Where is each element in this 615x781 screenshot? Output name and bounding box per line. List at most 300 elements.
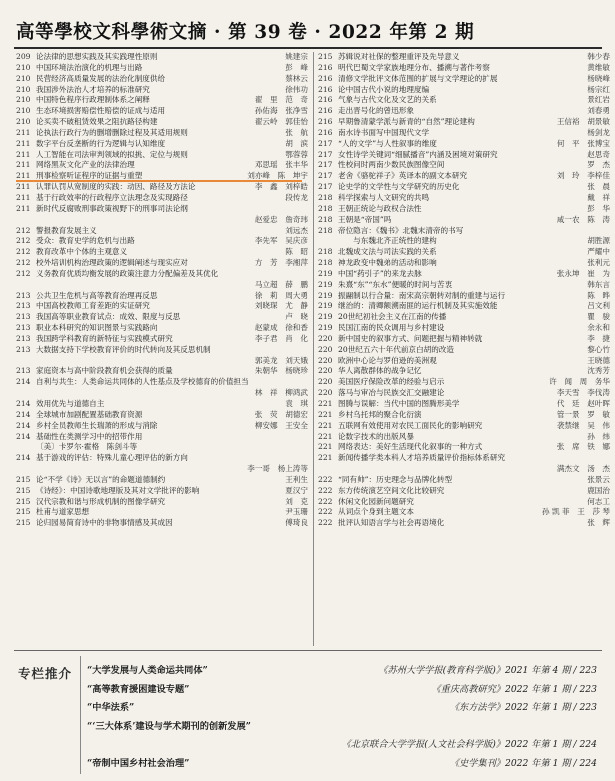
entry-author: 翟 里 范 奇 (254, 95, 308, 105)
entry-author: 张利元 (587, 258, 610, 268)
entry-author: 彭 华 (587, 203, 610, 213)
entry-title: 大数据支持下学校教育评价的时代转向及其反思机制 (36, 344, 211, 354)
entry-title: 神龙政变中魏弟的活动和影响 (338, 258, 437, 268)
toc-entry (318, 366, 610, 377)
toc-entry (318, 74, 610, 85)
entry-page-number: 218 (318, 192, 333, 202)
entry-title: 帝位隐言：《魏书》北魏末清帝的书写 (338, 225, 464, 235)
entry-page-number: 216 (318, 106, 333, 116)
entry-title: 自利与共生：人类命运共同体的人性基点及学校德育的价值担当 (36, 377, 249, 387)
entry-title: 论中国古代小说的地理度编 (338, 84, 430, 94)
entry-author: 张 席 铁 娜 (556, 442, 610, 452)
entry-page-number: 211 (16, 149, 31, 159)
entry-page-number: 218 (318, 225, 333, 235)
entry-page-number: 221 (318, 420, 333, 430)
entry-title: 刑事检察听证程序的证据与重塑 (36, 171, 143, 181)
entry-page-number: 213 (16, 366, 31, 376)
recommend-title: “中华法系” (87, 702, 135, 714)
entry-page-number: 212 (16, 236, 31, 246)
toc-entry (318, 475, 610, 486)
toc-entry (16, 63, 308, 74)
entry-page-number: 213 (16, 301, 31, 311)
entry-author: 杨晓峰 (587, 73, 610, 83)
entry-author: 韩少春 (587, 52, 610, 61)
entry-page-number: 213 (16, 333, 31, 343)
entry-title: 五联网有效使用对农民工面民化的影响研究 (338, 420, 483, 430)
toc-entry (16, 247, 308, 258)
toc-entry (16, 171, 308, 182)
toc-entry (16, 399, 308, 410)
entry-title: 落马与审冶与民族交汇交融建论 (338, 388, 445, 398)
entry-title: 中国“药引子”的来龙去脉 (338, 268, 422, 278)
entry-title: 受众：教育史学的危机与出路 (36, 236, 135, 246)
entry-author: 张 辉 (587, 518, 610, 528)
entry-title: 论买卖不破租赁效果之阻抗路径构建 (36, 117, 158, 127)
entry-page-number: 214 (16, 431, 31, 441)
entry-title: 警报教育发展主义 (36, 225, 97, 235)
toc-entry (318, 160, 610, 171)
entry-page-number: 221 (318, 442, 333, 452)
recommend-source: 《重庆高教研究》2022 年第 1 期 / 223 (431, 683, 597, 695)
right-column (318, 52, 610, 529)
entry-page-number: 217 (318, 182, 333, 192)
entry-title: 《诗经》：中国诗歌地理版及其对文学批评的影响 (36, 485, 200, 495)
entry-title: 新闻传播学类本科人才培养质量评价指标体系研究 (338, 453, 506, 463)
entry-page-number: 213 (16, 312, 31, 322)
toc-entry (16, 258, 308, 269)
entry-page-number: 216 (318, 127, 333, 137)
toc-entry (318, 464, 610, 475)
entry-page-number: 222 (318, 518, 333, 528)
toc-entry (318, 139, 610, 150)
toc-entry (318, 85, 610, 96)
toc-entry (318, 215, 610, 226)
entry-page-number: 220 (318, 355, 333, 365)
entry-title: 我国跨学科教育的新特征与实践模式研究 (36, 333, 173, 343)
toc-entry (318, 507, 610, 518)
entry-title: 基础性在类测学习中的招带作用 (36, 431, 143, 441)
entry-title: 老舍《骆驼祥子》英译本的副文本研究 (338, 171, 468, 181)
recommend-source: 《北京联合大学学报(人文社会科学版)》2022 年第 1 期 / 224 (341, 739, 597, 751)
recommend-source: 《史学集刊》2022 年第 1 期 / 224 (449, 758, 597, 769)
toc-entry (16, 128, 308, 139)
recommend-title: “高等教育援困建设专题” (87, 683, 190, 695)
toc-entry (318, 171, 610, 182)
entry-page-number: 221 (318, 409, 333, 419)
entry-page-number: 220 (318, 366, 333, 376)
entry-page-number: 212 (16, 225, 31, 235)
recommend-item (87, 662, 597, 678)
entry-author: 黎心竹 (587, 344, 610, 354)
entry-author: 沈秀芳 (587, 366, 610, 376)
entry-page-number: 213 (16, 290, 31, 300)
entry-title: 早期鲁清蒙学派与新青的“自然”理论建构 (338, 117, 475, 127)
recommend-title: “大学发展与人类命运共同体” (87, 665, 208, 676)
entry-page-number: 216 (318, 73, 333, 83)
recommend-box (80, 656, 601, 774)
toc-entry (16, 74, 308, 85)
toc-entry (16, 52, 308, 63)
entry-title: 新中国史的叙事方式、问题把握与精神转就 (338, 333, 483, 343)
toc-entry (16, 291, 308, 302)
toc-entry (318, 345, 610, 356)
entry-author: 景红岩 (587, 95, 610, 105)
entry-title: 清修文学批评文体范围的扩展与文学理论的扩展 (338, 73, 498, 83)
toc-entry (318, 95, 610, 106)
entry-title: 全球城市加剧配置基础教育资源 (36, 409, 143, 419)
toc-entry (318, 52, 610, 63)
entry-title: 中国高校教师工育差距的实证研究 (36, 301, 150, 311)
toc-entry (16, 475, 308, 486)
journal-header: 高等學校文科學術文摘 · 第 39 卷 · 2022 年第 2 期 (16, 22, 475, 43)
entry-page-number: 216 (318, 62, 333, 72)
entry-author: 刘 克 (285, 496, 308, 506)
toc-entry (16, 106, 308, 117)
entry-page-number: 221 (318, 431, 333, 441)
entry-title: 王朝正统论与政权合法性 (338, 203, 422, 213)
entry-page-number: 219 (318, 268, 333, 278)
entry-title: 气象与古代文化及文艺的关系 (338, 95, 437, 105)
entry-author: 胡 滨 (285, 138, 308, 148)
entry-author: 王信裕 胡景敏 (556, 117, 610, 127)
recommend-title: “帝制中国乡村社会治理” (87, 758, 190, 769)
entry-page-number: 212 (16, 258, 31, 268)
entry-page-number: 219 (318, 290, 333, 300)
toc-entry (318, 453, 610, 464)
toc-entry (318, 432, 610, 443)
entry-page-number: 215 (16, 518, 31, 528)
toc-entry (16, 345, 308, 356)
toc-entry (318, 399, 610, 410)
entry-page-number: 213 (16, 344, 31, 354)
toc-entry (318, 280, 610, 291)
toc-entry (318, 117, 610, 128)
entry-author: 余永和 (587, 323, 610, 333)
entry-title: 图腾与误解：当代中国的图腾形美学 (338, 399, 460, 408)
entry-page-number: 219 (318, 312, 333, 322)
toc-entry (318, 442, 610, 453)
entry-author: 孙 炜 (587, 431, 610, 441)
toc-entry (16, 334, 308, 345)
toc-entry (16, 323, 308, 334)
toc-entry (16, 442, 308, 453)
entry-title: 南水诗书面写中国现代文学 (338, 127, 430, 137)
entry-author: 姚建宗 (285, 52, 308, 61)
entry-page-number: 214 (16, 409, 31, 419)
entry-title: 论“不学《诗》无以言”的命题道德制约 (36, 474, 166, 484)
entry-title: 义务教育优质均衡发展的政策注意力分配偏差及其优化 (36, 268, 219, 278)
toc-entry (16, 453, 308, 464)
recommend-label: 专栏推介 (18, 666, 73, 681)
toc-entry (16, 269, 308, 280)
toc-entry (318, 226, 610, 237)
entry-author: 张 晨 (587, 182, 610, 192)
entry-page-number: 210 (16, 84, 31, 94)
entry-page-number: 219 (318, 301, 333, 311)
entry-author: 邓思瑶 张丰华 (254, 160, 308, 170)
entry-page-number: 216 (318, 95, 333, 105)
recommend-item (87, 699, 597, 715)
toc-entry (16, 85, 308, 96)
toc-entry (318, 421, 610, 432)
toc-entry (318, 388, 610, 399)
entry-title: 校外培训机构治理政策的逻辑阐述与现实应对 (36, 258, 188, 268)
entry-page-number: 220 (318, 377, 333, 387)
entry-title: 休闲文化园新问题研究 (338, 496, 414, 506)
entry-title: 20世纪五六十年代前京白胡的改造 (338, 344, 454, 354)
toc-entry (318, 247, 610, 258)
entry-author: 卢 晓 (285, 312, 308, 322)
toc-entry (318, 486, 610, 497)
entry-page-number: 220 (318, 388, 333, 398)
toc-entry (318, 128, 610, 139)
toc-entry (16, 215, 308, 226)
entry-title: 论数字技术的出版风暴 (338, 431, 414, 441)
entry-title: 数字平台反垄断的行为逻辑与认知维度 (36, 138, 166, 148)
entry-page-number: 212 (16, 247, 31, 257)
entry-author: 严耀中 (587, 247, 610, 257)
entry-author: 徐伟功 (285, 84, 308, 94)
entry-author: 李先军 吴庆彦 (254, 236, 308, 246)
entry-page-number: 218 (318, 258, 333, 268)
toc-entry (16, 95, 308, 106)
entry-page-number: 220 (318, 344, 333, 354)
entry-title: “人的文学”与人性叙事的维度 (338, 138, 437, 148)
entry-title: 杜甫与道家思想 (36, 507, 90, 517)
toc-entry (16, 388, 308, 399)
entry-page-number: 211 (16, 160, 31, 170)
entry-page-number: 209 (16, 52, 31, 61)
entry-author: 徐 莉 周大勇 (254, 290, 308, 300)
entry-title: 网络黑灰文化产业的法律治理 (36, 160, 135, 170)
entry-title: 乡村乌托邦的聚合化衍演 (338, 409, 422, 419)
entry-author: 李 鑫 刘梓皓 (254, 182, 308, 192)
entry-author: 代 廷 赵叶晖 (556, 399, 610, 408)
entry-page-number: 217 (318, 138, 333, 148)
entry-page-number: 217 (318, 149, 333, 159)
entry-author: 黄维敏 (587, 62, 610, 72)
entry-author: 鄂蓉蓉 (285, 149, 308, 159)
entry-page-number: 210 (16, 73, 31, 83)
toc-entry (16, 312, 308, 323)
toc-entry (16, 432, 308, 443)
toc-entry (16, 280, 308, 291)
entry-page-number: 221 (318, 399, 333, 408)
entry-page-number: 210 (16, 62, 31, 72)
toc-entry (318, 63, 610, 74)
recommend-item (87, 681, 597, 697)
entry-author: 陈 晔 (587, 290, 610, 300)
entry-page-number: 218 (318, 247, 333, 257)
entry-title: 职业本科研究的知识图景与实践路向 (36, 323, 158, 333)
toc-entry (16, 421, 308, 432)
entry-author: 罗 杰 (587, 160, 610, 170)
left-column (16, 52, 308, 529)
entry-page-number: 220 (318, 333, 333, 343)
entry-author: 赵蒙成 徐和香 (254, 323, 308, 333)
toc-entry (16, 486, 308, 497)
entry-author: 许 闻 周 务华 (549, 377, 610, 387)
toc-entry (16, 204, 308, 215)
recommend-item (87, 718, 597, 734)
column-divider (313, 52, 314, 646)
toc-entry (318, 312, 610, 323)
entry-author: 夏汉宁 (285, 485, 308, 495)
entry-page-number: 215 (16, 496, 31, 506)
entry-author: 柳安娜 王安全 (254, 420, 308, 430)
entry-author: 胡胜源 (587, 236, 610, 246)
entry-title: 新时代反腐败刑事政策视野下的刑事司法论纲 (36, 203, 188, 213)
entry-title: “同有帅”：历史理念与品牌化转型 (338, 474, 453, 484)
entry-title: 美国医疗保险改革的经验与启示 (338, 377, 445, 387)
toc-entry (16, 193, 308, 204)
entry-title: 北魏成文法与司法实践的关系 (338, 247, 437, 257)
entry-title: 论执法行政行为的删增删除过程及其适用规则 (36, 127, 188, 137)
entry-author: 何 平 张博宝 (556, 138, 610, 148)
entry-author: 张景云 (587, 474, 610, 484)
entry-title: 网络表达：美好生活现代化叙事的一种方式 (338, 442, 483, 452)
entry-page-number: 210 (16, 117, 31, 127)
entry-title: 华人离散群体的战争记忆 (338, 366, 422, 376)
entry-page-number: 219 (318, 279, 333, 289)
toc-entry (318, 291, 610, 302)
entry-author: 蔡林云 (285, 73, 308, 83)
entry-author: 段传龙 (285, 192, 308, 202)
entry-title: 家庭资本与高中阶段教育机会获得的质量 (36, 366, 173, 376)
entry-page-number: 214 (16, 420, 31, 430)
entry-author: 翟云岭 郭佳怡 (254, 117, 308, 127)
toc-entry (318, 182, 610, 193)
entry-page-number: 217 (318, 160, 333, 170)
toc-entry (318, 106, 610, 117)
entry-author: 马立超 薛 鹏 (254, 279, 308, 289)
entry-page-number: 211 (16, 192, 31, 202)
entry-title: 汉代宗教和谐与形成机制的图像学研究 (36, 496, 166, 506)
toc-entry (318, 377, 610, 388)
entry-page-number: 210 (16, 106, 31, 116)
entry-title: 中国环境法治演化的机理与出路 (36, 62, 143, 72)
entry-page-number: 219 (318, 323, 333, 333)
recommend-item (87, 755, 597, 771)
entry-author: 刘晓琛 尤 静 (254, 301, 308, 311)
entry-title: 与东魏北齐正统性的建构 (338, 236, 437, 246)
toc-entry (16, 139, 308, 150)
entry-author: 方 芳 李湘萍 (254, 258, 308, 268)
entry-author: 李天雪 李伐涛 (556, 388, 610, 398)
entry-title: 基于游戏的评估：特殊儿童心理评估的新方向 (36, 453, 188, 463)
entry-title: 民国江南的民众调用与乡村建设 (338, 323, 445, 333)
entry-page-number: 211 (16, 182, 31, 192)
entry-author: 袭禁继 吴 伟 (556, 420, 610, 430)
toc-entry (318, 410, 610, 421)
entry-author: 陈 昭 (285, 247, 308, 257)
entry-title: 效用优先与道德自主 (36, 399, 105, 408)
entry-author: 刘 玲 李梓佳 (556, 171, 610, 181)
entry-page-number: 215 (16, 474, 31, 484)
entry-page-number: 215 (16, 485, 31, 495)
toc-entry (318, 150, 610, 161)
entry-page-number: 222 (318, 474, 333, 484)
toc-entry (16, 366, 308, 377)
toc-entry (318, 269, 610, 280)
entry-page-number: 222 (318, 485, 333, 495)
entry-title: 人工智能在司法审判领域的拟挑、定位与规则 (36, 149, 188, 159)
toc-entry (318, 193, 610, 204)
toc-entry (16, 518, 308, 529)
entry-title: 性校问时两南少数民族图像空间 (338, 160, 445, 170)
entry-page-number: 214 (16, 453, 31, 463)
entry-page-number: 211 (16, 138, 31, 148)
toc-entry (16, 356, 308, 367)
entry-author: 李 捷 (587, 333, 610, 343)
entry-author: 林 祥 柳鸿武 (254, 388, 308, 398)
entry-title: 欧洲中心论与罗伯逊的美洲观 (338, 355, 437, 365)
toc-entry (16, 497, 308, 508)
toc-entry (16, 236, 308, 247)
entry-title: 论史学的文学性与文学研究的历史化 (338, 182, 460, 192)
entry-author: 袁 琪 (285, 399, 308, 408)
entry-page-number: 218 (318, 214, 333, 224)
entry-title: 科学探索与人文研究的共鸣 (338, 192, 430, 202)
entry-author: 戴 祥 (587, 192, 610, 202)
toc-entry (318, 518, 610, 529)
toc-entry (16, 410, 308, 421)
entry-title: 民营经济高质量发展的法治化制度供给 (36, 73, 166, 83)
entry-page-number: 216 (318, 84, 333, 94)
entry-title: 教育改革中个体的主观意义 (36, 247, 128, 257)
entry-title: 乡村全员教师生长瑞萧的形成与消除 (36, 420, 158, 430)
entry-page-number: 212 (16, 268, 31, 278)
entry-title: 我国高等职业教育试点：成效、限度与反思 (36, 312, 181, 322)
entry-author: 赵爱忠 詹奇玮 (254, 214, 308, 224)
recommend-source: 《东方法学》2022 年第 1 期 / 223 (449, 702, 597, 714)
entry-title: 中国特色程序行政理制体系之阐释 (36, 95, 150, 105)
entry-title: 生态环境损害赔偿性赔偿的证成与适用 (36, 106, 166, 116)
entry-author: 张永坤 崔 为 (556, 268, 610, 278)
entry-author: 韩东言 (587, 279, 610, 289)
entry-page-number: 214 (16, 377, 31, 387)
entry-page-number: 222 (318, 507, 333, 517)
entry-author: 张 航 (285, 127, 308, 137)
header-rule (14, 47, 602, 49)
entry-author: 杨剑龙 (587, 127, 610, 137)
toc-entry (318, 204, 610, 215)
entry-author: 尹玉珊 (285, 507, 308, 517)
entry-title: 〔美〕卡罗尔·霍格 陈剑斗等 (36, 442, 138, 452)
entry-author: 朱朝华 杨晓珍 (254, 366, 308, 376)
entry-page-number: 211 (16, 127, 31, 137)
toc-entry (16, 182, 308, 193)
entry-title: 女性诗学关键词“细腻播音”内涵及困境对策研究 (338, 149, 498, 159)
entry-title: 20世纪初社会主义在江南的传播 (338, 312, 447, 322)
entry-title: 苏辑说对社保的整理重评及先导意义 (338, 52, 460, 61)
entry-author: 赵思奇 (587, 149, 610, 159)
entry-page-number: 211 (16, 203, 31, 213)
toc-entry (318, 236, 610, 247)
entry-author: 王晓德 (587, 355, 610, 365)
entry-author: 刘亦峰 陈 坤宇 (247, 171, 308, 181)
entry-author: 吕文利 (587, 301, 610, 311)
entry-title: 基于行政效率的行政程序立法理念及实现路径 (36, 192, 188, 202)
entry-author: 彭 峰 (285, 62, 308, 72)
recommend-title: “‘三大体系’建设与学术期刊的创新发展” (87, 720, 251, 732)
entry-page-number: 218 (318, 203, 333, 213)
entry-page-number: 215 (318, 52, 333, 61)
entry-page-number: 215 (16, 507, 31, 517)
toc-entry (16, 464, 308, 475)
toc-entry (16, 160, 308, 171)
toc-entry (16, 377, 308, 388)
